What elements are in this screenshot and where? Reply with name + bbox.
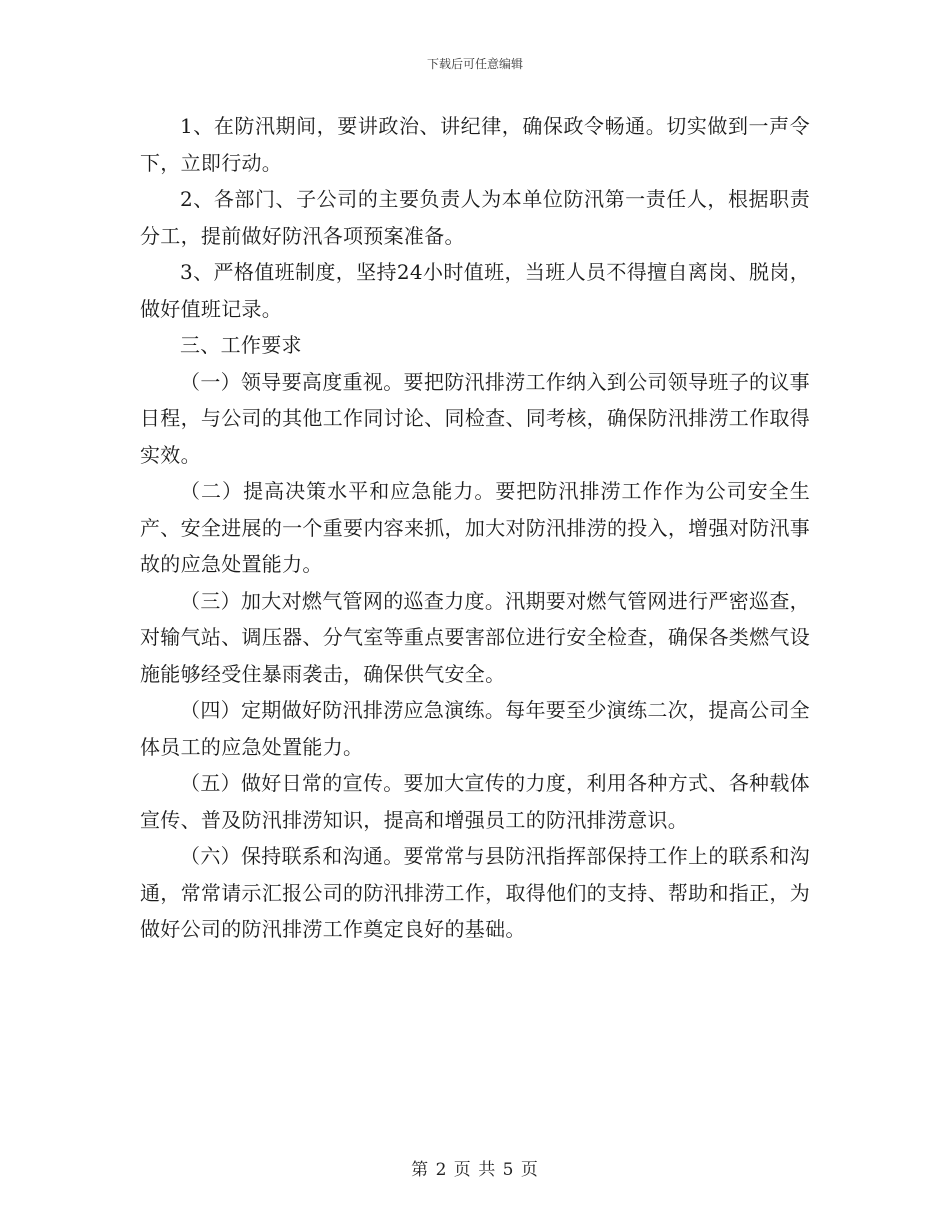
page-header: 下载后可任意编辑 (426, 57, 523, 71)
section-heading: 三、工作要求 (180, 333, 302, 357)
paragraph-2: 2、各部门、子公司的主要负责人为本单位防汛第一责任人，根据职责分工，提前做好防汛各项预案准备。 (140, 187, 810, 248)
paragraph-3: 3、严格值班制度，坚持24小时值班，当班人员不得擅自离岗、脱岗，做好值班记录。 (140, 260, 810, 321)
paragraph-req-1: （一）领导要高度重视。要把防汛排涝工作纳入到公司领导班子的议事日程，与公司的其他工作同讨论、同检查、同考核，确保防汛排涝工作取得实效。 (140, 369, 810, 467)
paragraph-req-3: （三）加大对燃气管网的巡查力度。汛期要对燃气管网进行严密巡查，对输气站、调压器、分气室等重点要害部位进行安全检查，确保各类燃气设施能够经受住暴雨袭击，确保供气安全。 (140, 588, 810, 686)
paragraph-req-2: （二）提高决策水平和应急能力。要把防汛排涝工作作为公司安全生产、安全进展的一个重要内容来抓，加大对防汛排涝的投入，增强对防汛事故的应急处置能力。 (140, 479, 810, 576)
page-number: 第 2 页 共 5 页 (411, 1160, 539, 1180)
paragraph-req-4: （四）定期做好防汛排涝应急演练。每年要至少演练二次，提高公司全体员工的应急处置能力。 (140, 698, 810, 759)
paragraph-req-6: （六）保持联系和沟通。要常常与县防汛指挥部保持工作上的联系和沟通，常常请示汇报公司的防汛排涝工作，取得他们的支持、帮助和指正，为做好公司的防汛排涝工作奠定良好的基础。 (140, 844, 810, 941)
document-body (140, 108, 810, 948)
paragraph-req-5: （五）做好日常的宣传。要加大宣传的力度，利用各种方式、各种载体宣传、普及防汛排涝知识，提高和增强员工的防汛排涝意识。 (140, 771, 810, 832)
paragraph-1: 1、在防汛期间，要讲政治、讲纪律，确保政令畅通。切实做到一声令下，立即行动。 (140, 114, 810, 175)
